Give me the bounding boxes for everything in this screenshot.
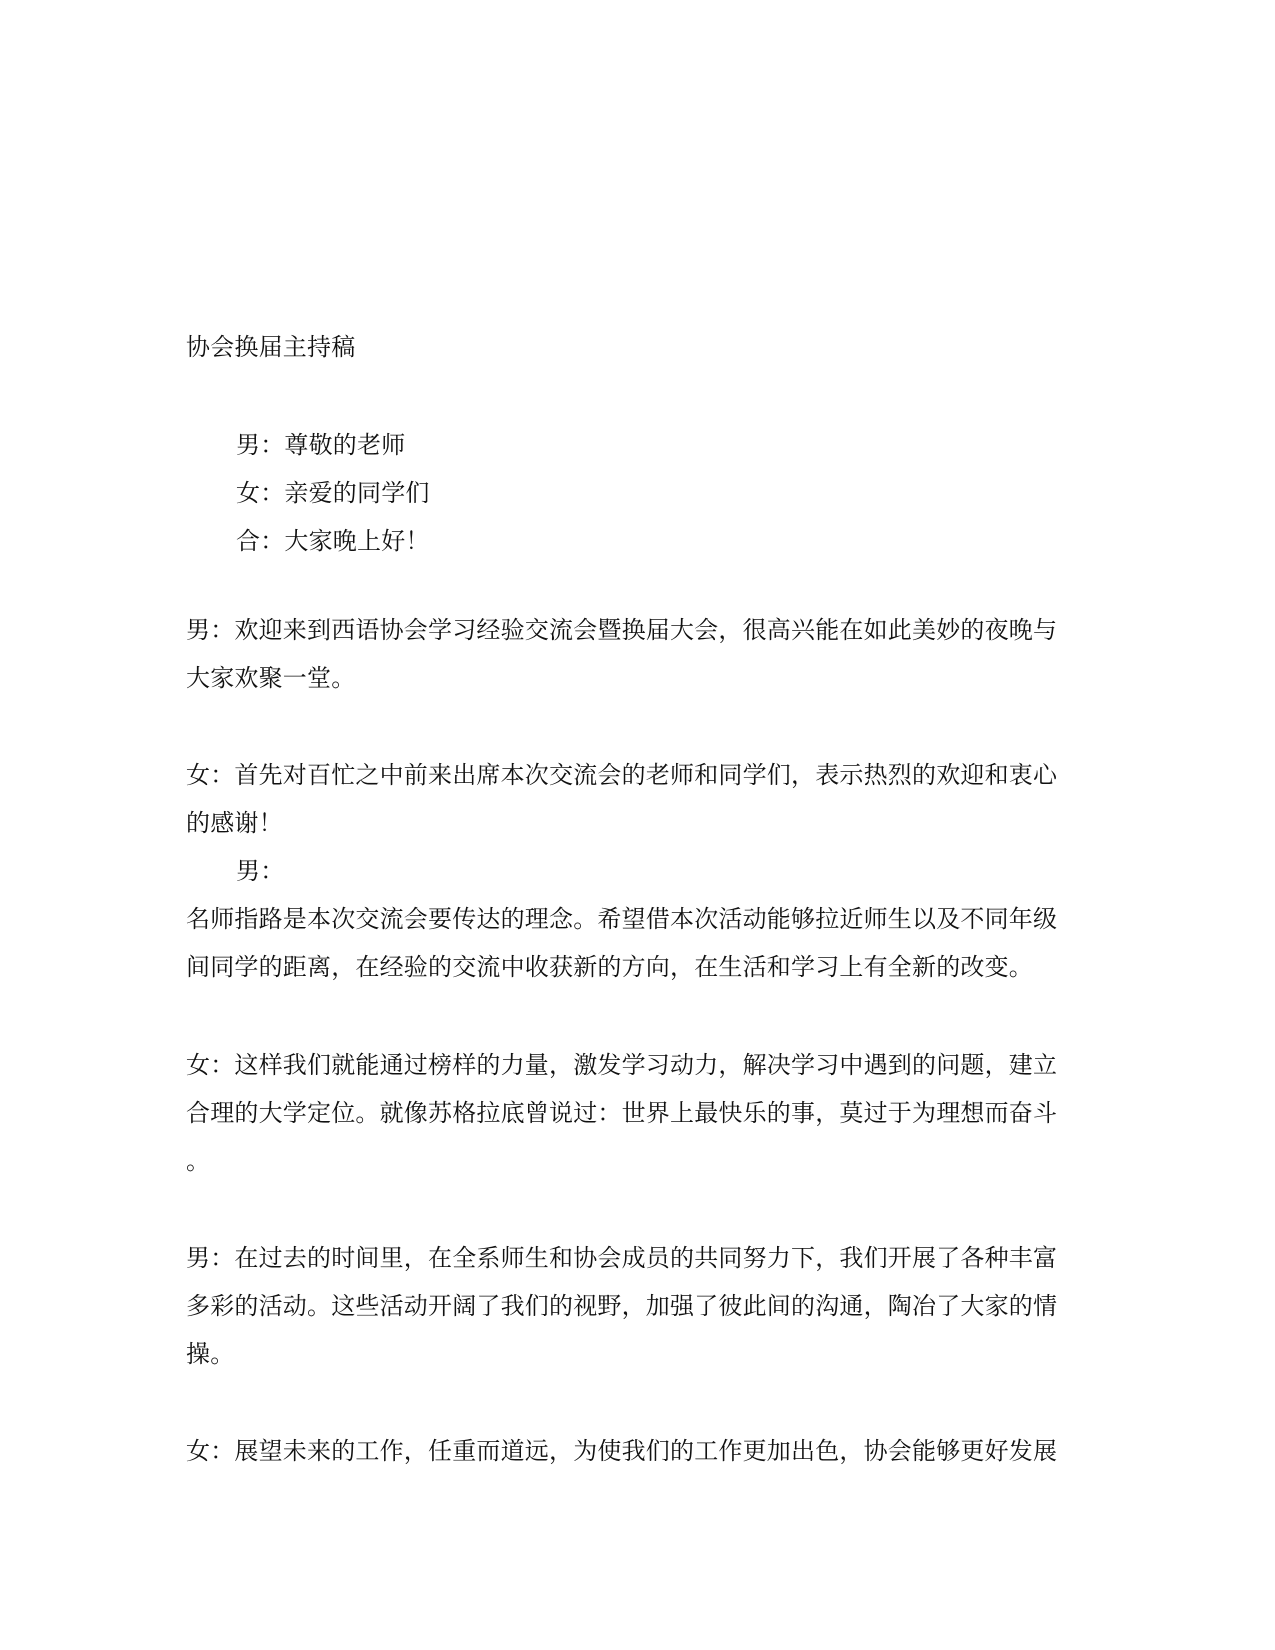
paragraph-line: 操。	[186, 1340, 235, 1368]
paragraph-line: 名师指路是本次交流会要传达的理念。希望借本次活动能够拉近师生以及不同年级	[186, 905, 1058, 933]
paragraph-line: 间同学的距离，在经验的交流中收获新的方向，在生活和学习上有全新的改变。	[186, 953, 1033, 981]
dialogue-line: 女：亲爱的同学们	[236, 479, 430, 507]
paragraph-line: 男：在过去的时间里，在全系师生和协会成员的共同努力下，我们开展了各种丰富	[186, 1244, 1058, 1272]
paragraph-line: 合理的大学定位。就像苏格拉底曾说过：世界上最快乐的事，莫过于为理想而奋斗	[186, 1099, 1058, 1127]
paragraph-line: 大家欢聚一堂。	[186, 664, 356, 692]
paragraph-line: 女：展望未来的工作，任重而道远，为使我们的工作更加出色，协会能够更好发展	[186, 1437, 1058, 1465]
dialogue-line: 男：尊敬的老师	[236, 431, 406, 459]
speaker-label: 男：	[236, 857, 285, 885]
paragraph-line: 多彩的活动。这些活动开阔了我们的视野，加强了彼此间的沟通，陶冶了大家的情	[186, 1292, 1058, 1320]
dialogue-line: 合：大家晚上好！	[236, 527, 430, 555]
paragraph-line: 男：欢迎来到西语协会学习经验交流会暨换届大会，很高兴能在如此美妙的夜晚与	[186, 616, 1058, 644]
paragraph-line: 女：首先对百忙之中前来出席本次交流会的老师和同学们，表示热烈的欢迎和衷心	[186, 761, 1058, 789]
paragraph-line: 的感谢！	[186, 809, 283, 837]
paragraph-line: 女：这样我们就能通过榜样的力量，激发学习动力，解决学习中遇到的问题，建立	[186, 1051, 1058, 1079]
document-title: 协会换届主持稿	[186, 333, 356, 361]
paragraph-line: 。	[186, 1147, 211, 1175]
